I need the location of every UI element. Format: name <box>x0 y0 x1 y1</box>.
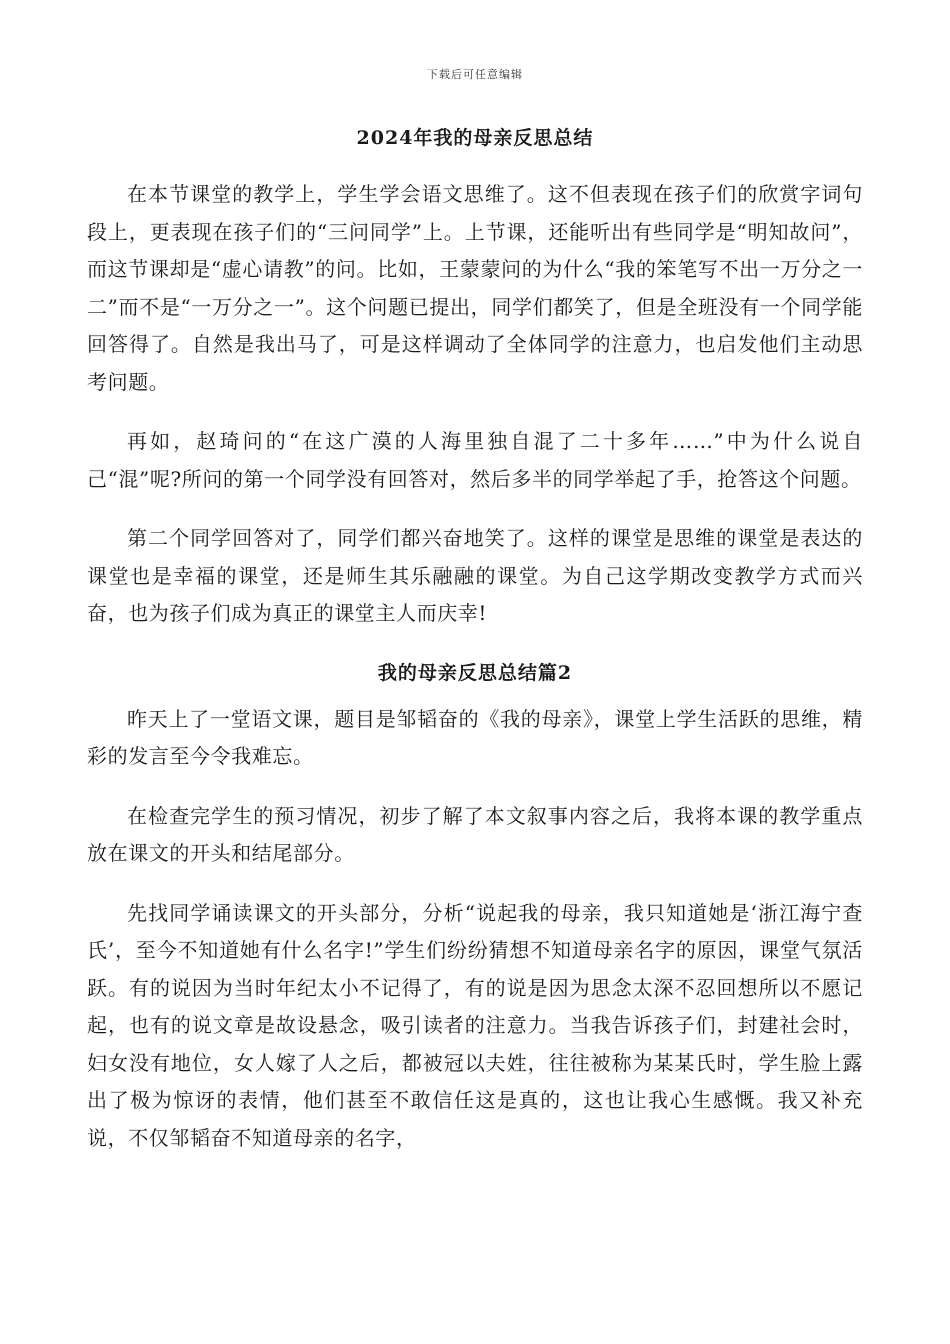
paragraph: 在检查完学生的预习情况，初步了解了本文叙事内容之后，我将本课的教学重点放在课文的开头和结尾部分。 <box>87 803 863 865</box>
paragraph: 第二个同学回答对了，同学们都兴奋地笑了。这样的课堂是思维的课堂是表达的课堂也是幸福的课堂，还是师生其乐融融的课堂。为自己这学期改变教学方式而兴奋，也为孩子们成为真正的课堂主人而庆幸! <box>87 526 863 625</box>
paragraph: 昨天上了一堂语文课，题目是邹韬奋的《我的母亲》，课堂上学生活跃的思维，精彩的发言至今令我难忘。 <box>87 706 863 768</box>
document-body <box>87 120 863 1179</box>
document-title: 2024年我的母亲反思总结 <box>356 127 594 149</box>
paragraph: 再如，赵琦问的“在这广漠的人海里独自混了二十多年……”中为什么说自己“混”呢?所问的第一个同学没有回答对，然后多半的同学举起了手，抢答这个问题。 <box>87 429 863 491</box>
header-note: 下载后可任意编辑 <box>427 68 523 81</box>
paragraph: 在本节课堂的教学上，学生学会语文思维了。这不但表现在孩子们的欣赏字词句段上，更表现在孩子们的“三问同学”上。上节课，还能听出有些同学是“明知故问”，而这节课却是“虚心请教”的问。比如，王蒙蒙问的为什么“我的笨笔写不出一万分之一二”而不是“一万分之一”。这个问题已提出，同学们都笑了，但是全班没有一个同学能回答得了。自然是我出马了，可是这样调动了全体同学的注意力，也启发他们主动思考问题。 <box>87 182 863 394</box>
paragraph: 先找同学诵读课文的开头部分，分析“说起我的母亲，我只知道她是‘浙江海宁查氏’，至今不知道她有什么名字!”学生们纷纷猜想不知道母亲名字的原因，课堂气氛活跃。有的说因为当时年纪太小不记得了，有的说是因为思念太深不忍回想所以不愿记起，也有的说文章是故设悬念，吸引读者的注意力。当我告诉孩子们，封建社会时，妇女没有地位，女人嫁了人之后，都被冠以夫姓，往往被称为某某氏时，学生脸上露出了极为惊讶的表情，他们甚至不敢信任这是真的，这也让我心生感慨。我又补充说，不仅邹韬奋不知道母亲的名字， <box>87 900 863 1150</box>
section-title: 我的母亲反思总结篇2 <box>377 661 573 684</box>
